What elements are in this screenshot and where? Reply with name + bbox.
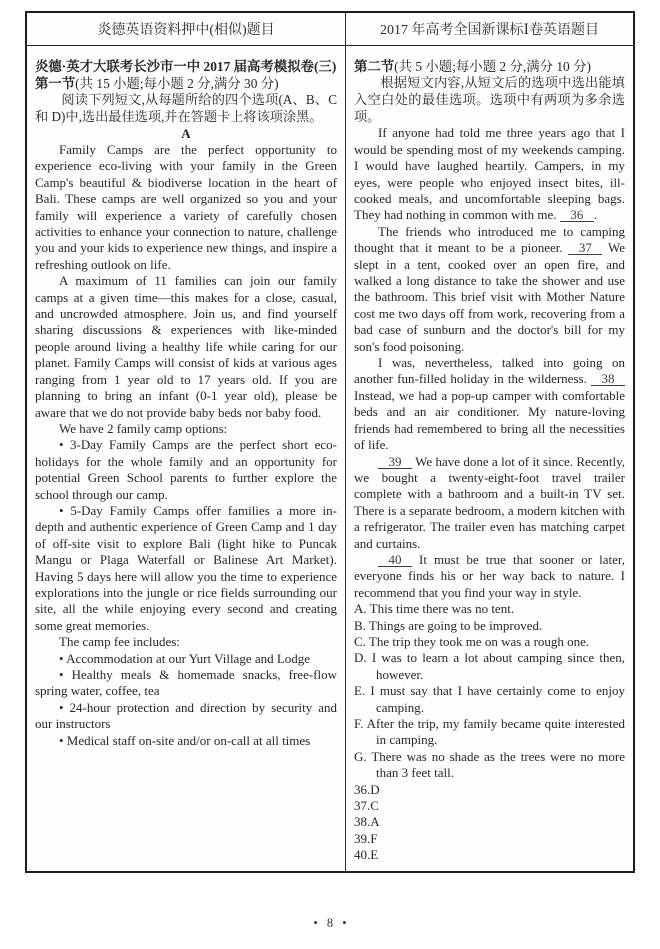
- cloze-paragraph: 40 It must be true that sooner or later, everyone finds his or her way back to nature. I recommend that you find your way in style.: [354, 551, 625, 600]
- passage-paragraph: • 3-Day Family Camps are the perfect short eco-holidays for the whole family and an opportunity for potential Green School parents to further explore the school through our camp.: [35, 437, 337, 502]
- section-one-instructions: 阅读下列短文,从每题所给的四个选项(A、B、C 和 D)中,选出最佳选项,并在答题卡上将该项涂黑。: [35, 92, 337, 124]
- cloze-paragraph: I was, nevertheless, talked into going on another fun-filled holiday in the wilderness. 38 Instead, we had a pop-up camper with comfortable beds and an air conditioner. My nature-loving friends had remembered to bring all the necessities of life.: [354, 355, 625, 453]
- passage-paragraph: • Medical staff on-site and/or on-call at all times: [59, 732, 311, 748]
- passage-paragraph: • 24-hour protection and direction by security and our instructors: [35, 699, 337, 732]
- blank-38: 38: [591, 372, 625, 386]
- option-label: B.: [354, 617, 366, 633]
- answer-line: 40.E: [354, 847, 379, 863]
- answer-key: [354, 782, 625, 864]
- blank-36: 36: [560, 208, 594, 222]
- section-one-label: 第一节: [35, 76, 76, 91]
- passage-paragraph: A maximum of 11 families can join our family camps at a given time—this makes for a close, casual, and uncrowded atmosphere. Join us, and find yourself sharing discussions & experiences with like-minded people around living a healthy life while caring for our planet. Family Camps will consist of kids at various ages ranging from 1 year old to 17 years old. If you are planning to bring an infant (0-1 year old), please be aware that we do not provide baby beds nor baby food.: [35, 273, 337, 420]
- option-label: A.: [354, 601, 367, 617]
- exam-table: [25, 11, 635, 873]
- header-cell-right: [346, 13, 633, 46]
- cloze-paragraph: If anyone had told me three years ago that I would be spending most of my weekends camping. I would have laughed heartily. Campers, in my eyes, were people who enjoyed insect bites, ill-cooked meals, and uncomfortable sleeping bags. They had nothing in common with me. 36 .: [354, 125, 625, 223]
- option-label: C.: [354, 633, 366, 649]
- option-label: G.: [354, 748, 367, 764]
- cloze-paragraph: 39 We have done a lot of it since. Recently, we bought a twenty-eight-foot travel trailer complete with a bathroom and a built-in TV set. There is a separate bedroom, a modern kitchen with a refrigerator. The trailer even has matching carpet and curtains.: [354, 453, 625, 551]
- blank-40: 40: [378, 553, 412, 567]
- option-label: E.: [354, 683, 366, 699]
- answer-line: 37.C: [354, 798, 379, 814]
- option-E: E. I must say that I have certainly come to enjoy camping.: [354, 683, 625, 715]
- option-F: F. After the trip, my family became quite interested in camping.: [354, 716, 625, 748]
- passage-paragraph: • Accommodation at our Yurt Village and Lodge: [59, 650, 311, 666]
- passage-paragraph: The camp fee includes:: [59, 634, 180, 650]
- answer-line: 36.D: [354, 781, 380, 797]
- answer-line: 39.F: [354, 830, 378, 846]
- passage-a-paragraphs: [35, 142, 337, 749]
- left-column: [27, 46, 346, 871]
- option-A: A. This time there was no tent.: [354, 601, 515, 617]
- passage-paragraph: We have 2 family camp options:: [59, 420, 228, 436]
- right-column: [346, 46, 633, 871]
- passage-paragraph: • 5-Day Family Camps offer families a more in-depth and authentic experience of Green Camp and 1 day of off-site visit to explore Bali (light hike to Puncak Mangu or Plaga Waterfall or Balinese Art Market). Having 5 days here will allow you the time to experience explorations into the jungle or rice fields surrounding our site, all the while enjoying every second and creating some great memories.: [35, 502, 337, 633]
- blank-39: 39: [378, 455, 412, 469]
- option-label: D.: [354, 650, 367, 666]
- page-number: • 8 •: [313, 916, 347, 930]
- passage-paragraph: • Healthy meals & homemade snacks, free-flow spring water, coffee, tea: [35, 667, 337, 699]
- option-label: F.: [354, 716, 364, 732]
- header-right-title: 2017 年高考全国新课标Ⅰ卷英语题目: [379, 23, 600, 38]
- cloze-paragraphs: [354, 125, 625, 601]
- option-C: C. The trip they took me on was a rough one.: [354, 633, 590, 649]
- section-two-line: [354, 58, 625, 75]
- option-D: D. I was to learn a lot about camping since then, however.: [354, 650, 625, 682]
- header-cell-left: [27, 13, 346, 46]
- section-one-line: [35, 75, 337, 92]
- option-G: G. There was no shade as the trees were no more than 3 feet tall.: [354, 748, 625, 781]
- section-two-instructions: 根据短文内容,从短文后的选项中选出能填入空白处的最佳选项。选项中有两项为多余选项。: [354, 75, 625, 124]
- option-B: B. Things are going to be improved.: [354, 617, 543, 633]
- passage-a-label: A: [181, 125, 191, 141]
- header-left-title: 炎德英语资料押中(相似)题目: [97, 23, 275, 38]
- cloze-options: [354, 601, 625, 781]
- answer-line: 38.A: [354, 814, 380, 830]
- section-one-info: (共 15 小题;每小题 2 分,满分 30 分): [75, 76, 279, 91]
- blank-37: 37: [568, 241, 602, 255]
- passage-paragraph: Family Camps are the perfect opportunity to experience eco-living with your family in the Green Camp's beautiful & biodiverse location in the heart of Bali. These camps are well organized so you and your family will experience a variety of carefully chosen activities to enhance your connection to nature, challenge you and your kids to experience new things, and inspire a refreshing outlook on life.: [35, 142, 337, 272]
- cloze-paragraph: The friends who introduced me to camping thought that it meant to be a pioneer. 37 We slept in a tent, cooked over an open fire, and walked a long distance to take the shower and use the bathroom. This brief visit with Mother Nature cost me two days off from work, recovering from a bad case of sunburn and the doctor's bill for my son's food poisoning.: [354, 223, 626, 354]
- paper-title: 炎德·英才大联考长沙市一中 2017 届高考模拟卷(三): [35, 59, 337, 74]
- section-two-label: 第二节: [354, 59, 395, 74]
- section-two-info: (共 5 小题;每小题 2 分,满分 10 分): [394, 59, 591, 74]
